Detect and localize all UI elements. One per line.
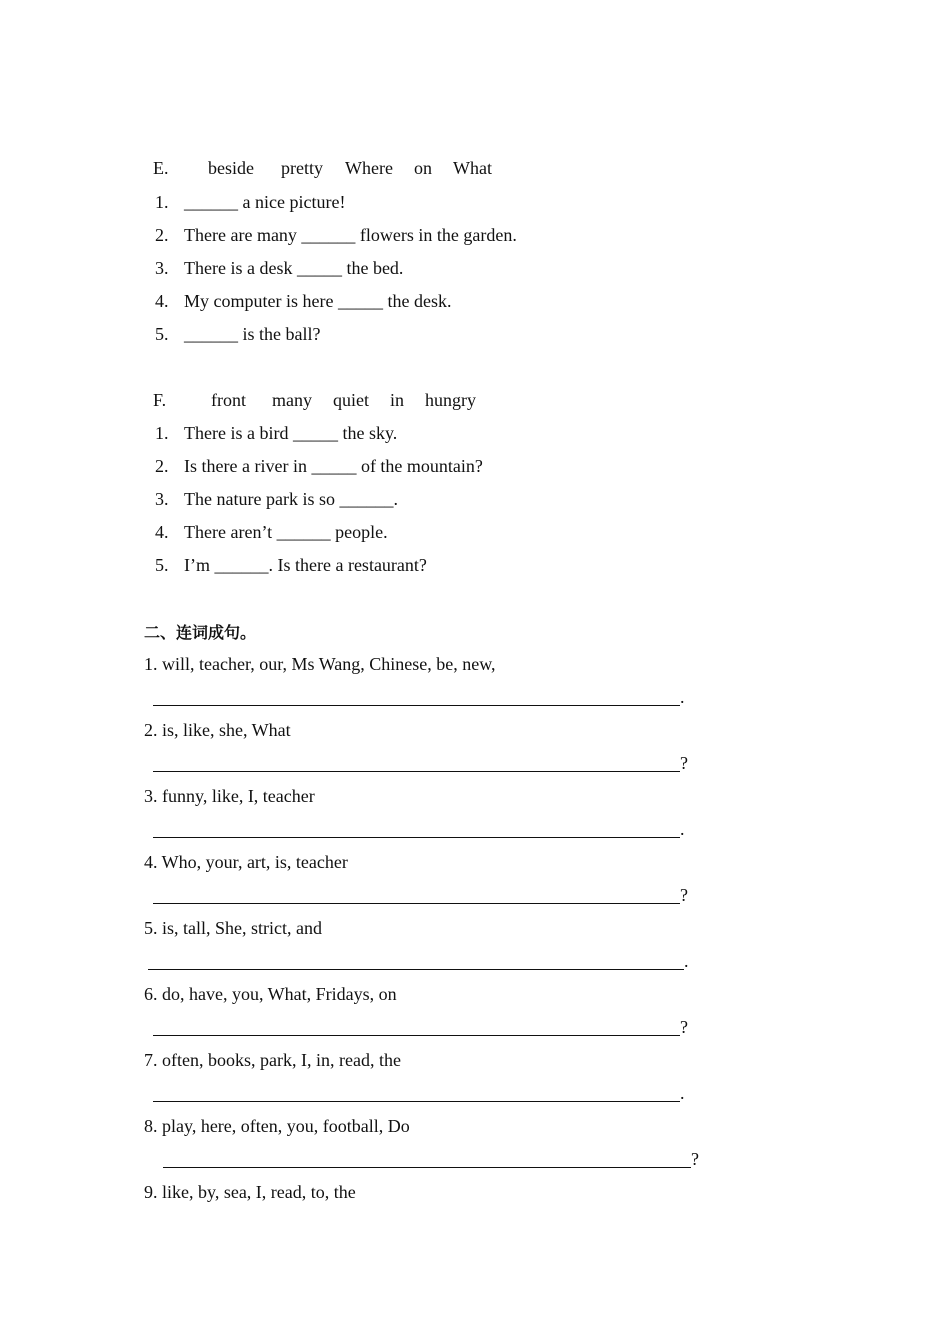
answer-end-punctuation: . bbox=[680, 1083, 685, 1103]
item-text: My computer is here _____ the desk. bbox=[184, 291, 452, 311]
answer-end-punctuation: ? bbox=[680, 753, 688, 773]
item-number: 4. bbox=[155, 522, 169, 542]
item-number: 4. bbox=[155, 291, 169, 311]
sentence-prompt: 7. often, books, park, I, in, read, the bbox=[144, 1050, 401, 1070]
item-text: There is a bird _____ the sky. bbox=[184, 423, 398, 443]
item-number: 2. bbox=[155, 225, 169, 245]
sentence-prompt: 9. like, by, sea, I, read, to, the bbox=[144, 1182, 356, 1202]
item-number: 5. bbox=[155, 555, 169, 575]
item-text: ______ a nice picture! bbox=[184, 192, 346, 212]
section-f-word: hungry bbox=[425, 390, 476, 410]
section-f-word: front bbox=[211, 390, 246, 410]
section-e-word: pretty bbox=[281, 158, 323, 178]
item-number: 5. bbox=[155, 324, 169, 344]
section-e-word: Where bbox=[345, 158, 393, 178]
sentence-prompt: 6. do, have, you, What, Fridays, on bbox=[144, 984, 397, 1004]
item-text: ______ is the ball? bbox=[184, 324, 321, 344]
section-f-label: F. bbox=[153, 390, 167, 410]
answer-end-punctuation: . bbox=[680, 687, 685, 707]
section-e-word: What bbox=[453, 158, 492, 178]
answer-end-punctuation: ? bbox=[680, 885, 688, 905]
section-f-word: many bbox=[272, 390, 312, 410]
answer-end-punctuation: . bbox=[680, 819, 685, 839]
answer-blank[interactable] bbox=[153, 1035, 680, 1036]
item-text: There are many ______ flowers in the garden. bbox=[184, 225, 517, 245]
sentence-prompt: 2. is, like, she, What bbox=[144, 720, 291, 740]
answer-blank[interactable] bbox=[153, 771, 680, 772]
item-text: There aren’t ______ people. bbox=[184, 522, 388, 542]
item-text: Is there a river in _____ of the mountain? bbox=[184, 456, 483, 476]
section-e-word: beside bbox=[208, 158, 254, 178]
sentence-prompt: 1. will, teacher, our, Ms Wang, Chinese, be, new, bbox=[144, 654, 496, 674]
section-f-word: quiet bbox=[333, 390, 369, 410]
sentence-prompt: 4. Who, your, art, is, teacher bbox=[144, 852, 348, 872]
answer-blank[interactable] bbox=[153, 1101, 680, 1102]
answer-blank[interactable] bbox=[153, 837, 680, 838]
answer-blank[interactable] bbox=[163, 1167, 691, 1168]
item-text: There is a desk _____ the bed. bbox=[184, 258, 404, 278]
sentence-prompt: 8. play, here, often, you, football, Do bbox=[144, 1116, 410, 1136]
item-number: 3. bbox=[155, 489, 169, 509]
answer-blank[interactable] bbox=[148, 969, 684, 970]
sentence-prompt: 3. funny, like, I, teacher bbox=[144, 786, 315, 806]
answer-end-punctuation: ? bbox=[680, 1017, 688, 1037]
section-e-word: on bbox=[414, 158, 432, 178]
answer-blank[interactable] bbox=[153, 903, 680, 904]
item-number: 1. bbox=[155, 423, 169, 443]
item-text: The nature park is so ______. bbox=[184, 489, 398, 509]
part-two-heading: 二、连词成句。 bbox=[144, 623, 257, 642]
answer-end-punctuation: ? bbox=[691, 1149, 699, 1169]
item-number: 2. bbox=[155, 456, 169, 476]
section-e-label: E. bbox=[153, 158, 169, 178]
section-f-word: in bbox=[390, 390, 405, 410]
item-text: I’m ______. Is there a restaurant? bbox=[184, 555, 427, 575]
item-number: 1. bbox=[155, 192, 169, 212]
answer-blank[interactable] bbox=[153, 705, 680, 706]
item-number: 3. bbox=[155, 258, 169, 278]
answer-end-punctuation: . bbox=[684, 951, 689, 971]
sentence-prompt: 5. is, tall, She, strict, and bbox=[144, 918, 322, 938]
